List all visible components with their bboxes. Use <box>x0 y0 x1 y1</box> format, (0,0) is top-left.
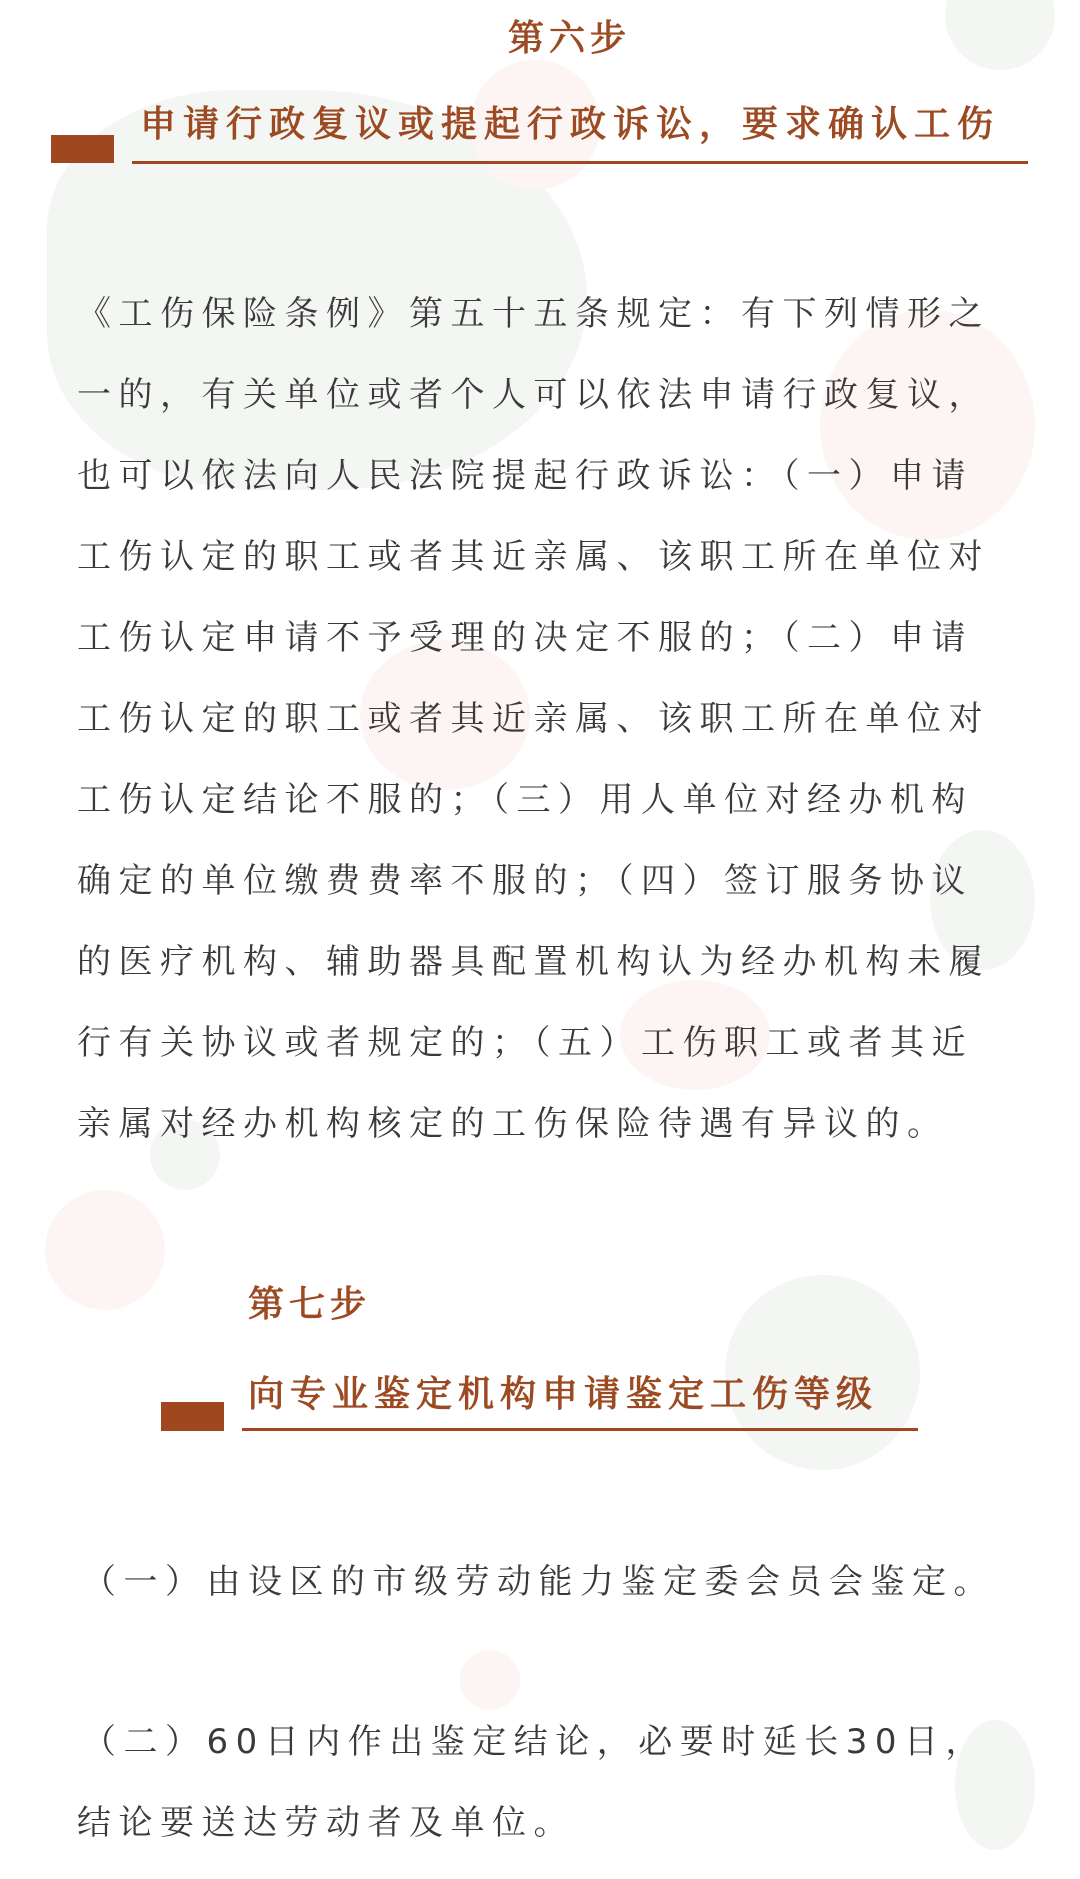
body-line: 工伤认定申请不予受理的决定不服的；（二）申请 <box>77 618 973 658</box>
step6-label: 第六步 <box>508 18 632 59</box>
step6-accent-block <box>51 135 114 163</box>
body-line: 工伤认定的职工或者其近亲属、该职工所在单位对 <box>77 537 990 577</box>
body-line: 工伤认定的职工或者其近亲属、该职工所在单位对 <box>77 699 990 739</box>
decor-circle <box>945 0 1055 70</box>
step7-label: 第七步 <box>248 1284 372 1325</box>
step7-accent-block <box>161 1402 224 1431</box>
step6-title-underline <box>132 161 1028 164</box>
body-line: 工伤认定结论不服的；（三）用人单位对经办机构 <box>77 780 973 820</box>
step6-title: 申请行政复议或提起行政诉讼，要求确认工伤 <box>140 104 1001 145</box>
body-line: 的医疗机构、辅助器具配置机构认为经办机构未履 <box>77 942 990 982</box>
body-line: 《工伤保险条例》第五十五条规定：有下列情形之 <box>77 294 990 334</box>
step7-title: 向专业鉴定机构申请鉴定工伤等级 <box>248 1374 879 1415</box>
body-line: 也可以依法向人民法院提起行政诉讼：（一）申请 <box>77 456 973 496</box>
decor-circle <box>460 1650 520 1710</box>
list-item: （二）60日内作出鉴定结论，必要时延长30日， <box>82 1722 988 1762</box>
list-item: （一）由设区的市级劳动能力鉴定委会员会鉴定。 <box>82 1562 995 1602</box>
body-line: 确定的单位缴费费率不服的；（四）签订服务协议 <box>77 861 973 901</box>
decor-circle <box>45 1190 165 1310</box>
body-line: 亲属对经办机构核定的工伤保险待遇有异议的。 <box>77 1104 949 1144</box>
step6-body <box>77 274 990 1165</box>
step7-item-2 <box>77 1702 988 1864</box>
body-line: 行有关协议或者规定的；（五）工伤职工或者其近 <box>77 1023 973 1063</box>
step7-title-underline <box>242 1428 918 1431</box>
step7-item-1 <box>82 1542 995 1623</box>
body-line: 一的，有关单位或者个人可以依法申请行政复议， <box>77 375 990 415</box>
list-item-continuation: 结论要送达劳动者及单位。 <box>77 1803 575 1843</box>
